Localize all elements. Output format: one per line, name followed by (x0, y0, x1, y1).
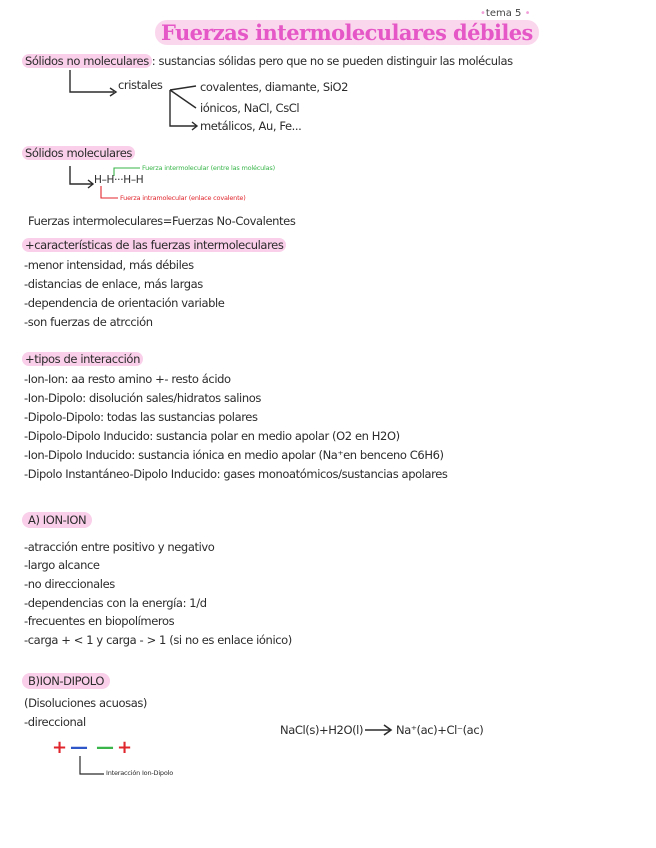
ion-dipolo-heading: B)ION-DIPOLO (22, 674, 110, 688)
h2-molecule: H–H···H–H (94, 174, 144, 186)
list-item: -Ion-Dipolo: disolución sales/hidratos salinos (24, 391, 261, 405)
branch-metalicos: metálicos, Au, Fe... (200, 119, 302, 133)
list-item: -Dipolo-Dipolo Inducido: sustancia polar en medio apolar (O2 en H2O) (24, 429, 400, 443)
page-title: Fuerzas intermoleculares débiles (155, 20, 539, 45)
list-item: -atracción entre positivo y negativo (24, 540, 215, 554)
list-item: -Ion-Dipolo Inducido: sustancia iónica en medio apolar (Na⁺en benceno C6H6) (24, 448, 444, 462)
list-item: -dependencia de orientación variable (24, 296, 225, 310)
minus-sign-green: — (96, 737, 114, 758)
solidos-moleculares-label: Sólidos moleculares (22, 146, 135, 160)
list-item: -no direccionales (24, 577, 115, 591)
decor-dot-icon: • (521, 8, 531, 19)
caracteristicas-heading: +características de las fuerzas intermoleculares (22, 238, 286, 252)
solidos-no-moleculares-label: Sólidos no moleculares (22, 54, 152, 68)
branch-covalentes: covalentes, diamante, SiO2 (200, 80, 349, 94)
list-item: -Dipolo-Dipolo: todas las sustancias polares (24, 410, 258, 424)
solidos-no-moleculares-desc: : sustancias sólidas pero que no se pueden distinguir las moléculas (151, 54, 513, 68)
decor-dot-icon: • (480, 8, 486, 19)
equivalence-line: Fuerzas intermoleculares=Fuerzas No-Covalentes (28, 214, 296, 228)
diagram-note: Interacción Ion-Dipolo (106, 769, 174, 777)
list-item: -menor intensidad, más débiles (24, 258, 194, 272)
equation-left: NaCl(s)+H2O(l) (280, 723, 364, 737)
plus-sign-left: + (52, 737, 68, 758)
list-item: -Dipolo Instantáneo-Dipolo Inducido: gases monoatómicos/sustancias apolares (24, 467, 448, 481)
list-item: -son fuerzas de atrcción (24, 315, 153, 329)
list-item: (Disoluciones acuosas) (24, 696, 148, 710)
equation-right: Na⁺(ac)+Cl⁻(ac) (396, 723, 484, 737)
tipos-heading: +tipos de interacción (22, 352, 143, 366)
list-item: -dependencias con la energía: 1/d (24, 596, 207, 610)
topic-label: •tema 5 • (480, 8, 531, 19)
list-item: -largo alcance (24, 558, 100, 572)
plus-sign-right: + (117, 737, 133, 758)
minus-sign-blue: — (70, 737, 88, 758)
intra-note: Fuerza intramolecular (enlace covalente) (120, 194, 246, 202)
inter-note: Fuerza intermolecular (entre las moléculas) (142, 164, 275, 172)
list-item: -frecuentes en biopolímeros (24, 614, 175, 628)
list-item: -Ion-Ion: aa resto amino +- resto ácido (24, 372, 231, 386)
branch-ionicos: iónicos, NaCl, CsCl (200, 101, 300, 115)
list-item: -distancias de enlace, más largas (24, 277, 203, 291)
list-item: -direccional (24, 715, 86, 729)
ion-ion-heading: A) ION-ION (22, 513, 92, 527)
list-item: -carga + < 1 y carga - > 1 (si no es enlace iónico) (24, 633, 292, 647)
cristales-label: cristales (118, 78, 163, 92)
